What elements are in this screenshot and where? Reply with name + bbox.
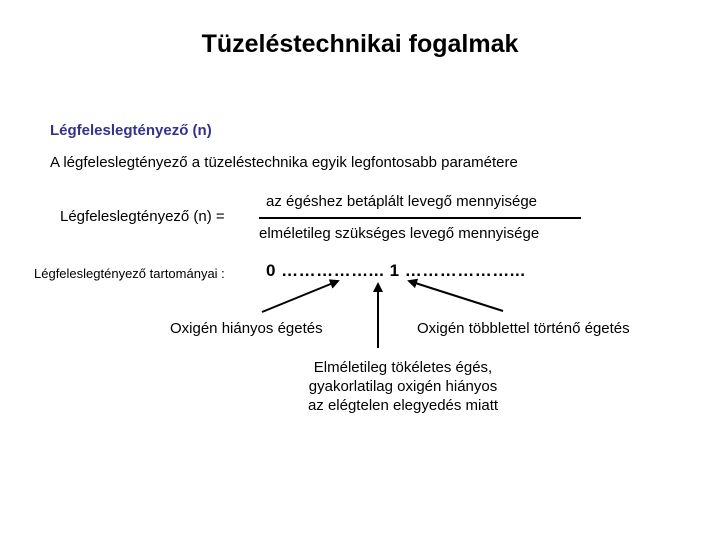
range-scale: 0 ……………... 1 ………………... (266, 261, 526, 280)
formula-numerator: az égéshez betáplált levegő mennyisége (266, 193, 538, 210)
section-subtitle: Légfeleslegtényező (n) (50, 122, 212, 139)
arrow-right (409, 281, 503, 311)
formula-lhs: Légfeleslegtényező (n) = (60, 208, 225, 225)
arrow-left (262, 281, 338, 312)
page-title: Tüzeléstechnikai fogalmak (201, 30, 519, 58)
annotation-theoretical (230, 358, 576, 415)
annotation-theoretical-line-1: Elméletileg tökéletes égés, (313, 359, 493, 376)
annotation-oxygen-deficient: Oxigén hiányos égetés (170, 320, 323, 337)
annotation-oxygen-excess: Oxigén többlettel történő égetés (417, 320, 630, 337)
intro-text: A légfeleslegtényező a tüzeléstechnika egyik legfontosabb paramétere (50, 154, 518, 171)
annotation-theoretical-line-2: gyakorlatilag oxigén hiányos (308, 378, 498, 395)
annotation-theoretical-line-3: az elégtelen elegyedés miatt (307, 397, 499, 414)
formula-denominator: elméletileg szükséges levegő mennyisége (259, 225, 540, 242)
range-label: Légfeleslegtényező tartományai : (34, 266, 225, 281)
